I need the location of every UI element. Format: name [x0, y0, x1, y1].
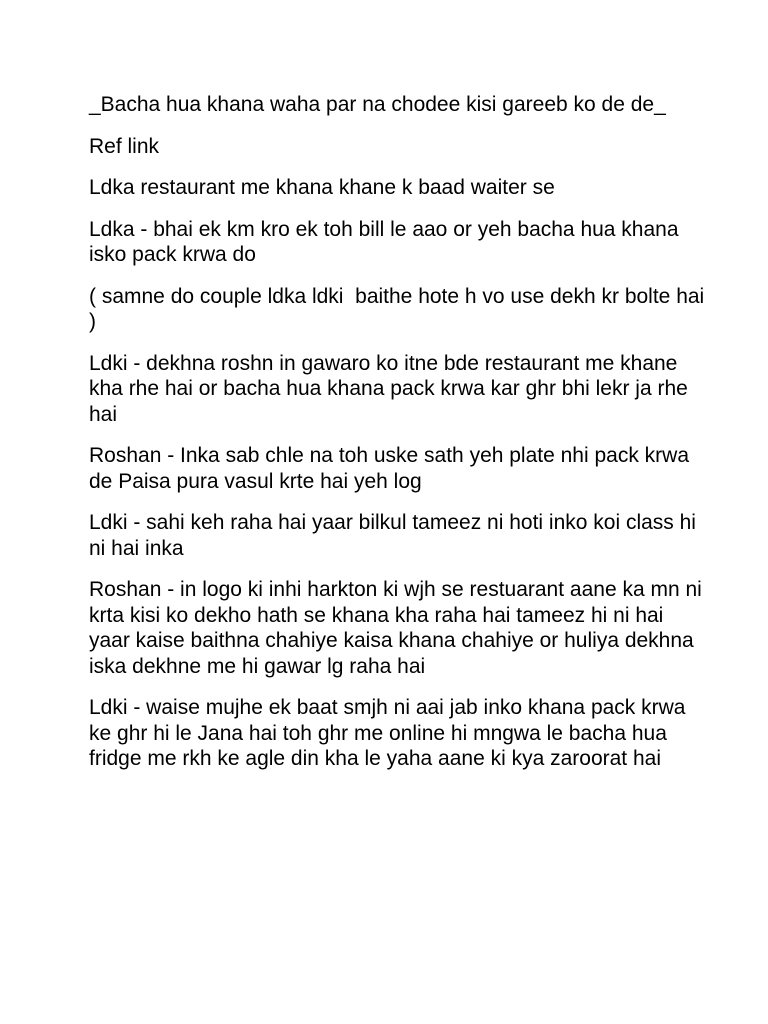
dialogue-line: Roshan - in logo ki inhi harkton ki wjh se restuarant aane ka mn ni krta kisi ko dekho hath se khana kha raha hai tameez hi ni hai yaar kaise baithna chahiye kaisa khana chahiye or huliya dekhna iska dekhne me hi gawar lg raha hai [89, 578, 708, 678]
dialogue-line: Ldka - bhai ek km kro ek toh bill le aao or yeh bacha hua khana isko pack krwa do [89, 217, 685, 266]
stage-direction: ( samne do couple ldka ldki baithe hote h vo use dekh kr bolte hai ) [89, 284, 711, 333]
dialogue-line: Ldki - waise mujhe ek baat smjh ni aai jab inko khana pack krwa ke ghr hi le Jana hai toh ghr me online hi mngwa le bacha hua fridge me rkh ke agle din kha le yaha aane ki kya zaroorat hai [89, 696, 692, 770]
dialogue-line: Ldki - dekhna roshn in gawaro ko itne bde restaurant me khane kha rhe hai or bacha hua khana pack krwa kar ghr bhi lekr ja rhe hai [89, 351, 694, 426]
ref-link-text: Ref link [89, 134, 160, 158]
dialogue-line: Roshan - Inka sab chle na toh uske sath yeh plate nhi pack krwa de Paisa pura vasul krte hai yeh log [89, 444, 695, 493]
dialogue-line: Ldki - sahi keh raha hai yaar bilkul tameez ni hoti inko koi class hi ni hai inka [89, 511, 702, 560]
paragraph: Ldka restaurant me khana khane k baad waiter se [89, 176, 555, 199]
title-line: _Bacha hua khana waha par na chodee kisi gareeb ko de de_ [89, 93, 666, 116]
